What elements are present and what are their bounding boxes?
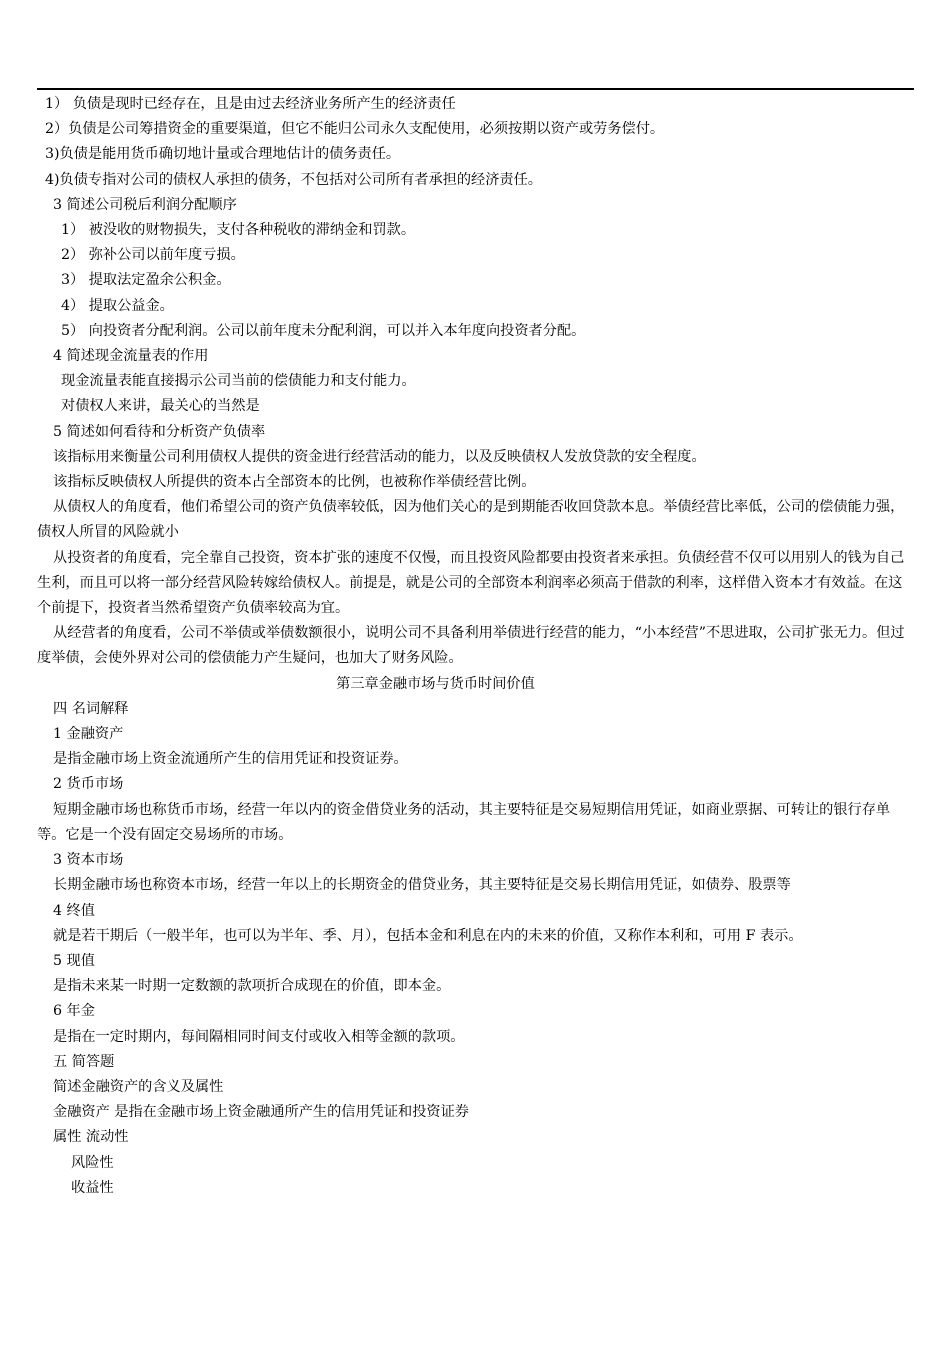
paragraph (37, 873, 914, 898)
paragraph-text: 从债权人的角度看，他们希望公司的资产负债率较低，因为他们关心的是到期能否收回贷款本息。举债经营比率低，公司的偿债能力强，债权人所冒的风险就小 (37, 499, 905, 541)
term-heading: 5 现值 (53, 952, 95, 969)
term-heading: 1 金融资产 (53, 726, 124, 743)
text-line: 现金流量表能直接揭示公司当前的偿债能力和支付能力。 (61, 373, 416, 390)
section-heading: 5 简述如何看待和分析资产负债率 (53, 423, 266, 440)
paragraph (37, 546, 914, 622)
term-definition: 是指在一定时期内，每间隔相同时间支付或收入相等金额的款项。 (53, 1028, 465, 1045)
text-line: 对债权人来讲，最关心的当然是 (61, 398, 260, 415)
text-line: 1） 负债是现时已经存在，且是由过去经济业务所产生的经济责任 (45, 96, 456, 112)
paragraph-text: 从经营者的角度看，公司不举债或举债数额很小，说明公司不具备利用举债进行经营的能力，“小本经营”不思进取，公司扩张无力。但过度举债，会使外界对公司的偿债能力产生疑问，也加大了财务风险。 (37, 625, 905, 667)
section-heading: 4 简述现金流量表的作用 (53, 348, 209, 365)
document-body (37, 92, 914, 1201)
term-definition: 长期金融市场也称资本市场，经营一年以上的长期资金的借贷业务，其主要特征是交易长期信用凭证，如债券、股票等 (53, 877, 791, 894)
term-heading: 2 货币市场 (53, 776, 124, 793)
list-item: 4） 提取公益金。 (61, 297, 174, 314)
term-heading: 6 年金 (53, 1003, 95, 1020)
list-item: 3） 提取法定盈余公积金。 (61, 272, 231, 289)
text-line: 4)负债专指对公司的债权人承担的债务，不包括对公司所有者承担的经济责任。 (45, 171, 542, 188)
text-line: 金融资产 是指在金融市场上资金融通所产生的信用凭证和投资证券 (53, 1104, 469, 1121)
list-item: 2） 弥补公司以前年度亏损。 (61, 247, 245, 264)
term-heading: 3 资本市场 (53, 852, 124, 869)
paragraph (37, 495, 914, 545)
paragraph (37, 798, 914, 848)
text-line: 该指标反映债权人所提供的资本占全部资本的比例，也被称作举债经营比例。 (53, 474, 536, 491)
text-line: 风险性 (71, 1154, 114, 1171)
paragraph (37, 621, 914, 671)
list-item: 1） 被没收的财物损失，支付各种税收的滞纳金和罚款。 (61, 222, 416, 239)
term-definition: 是指未来某一时期一定数额的款项折合成现在的价值，即本金。 (53, 978, 451, 995)
list-item: 5） 向投资者分配利润。公司以前年度未分配利润，可以并入本年度向投资者分配。 (61, 322, 586, 339)
term-definition: 短期金融市场也称货币市场，经营一年以内的资金借贷业务的活动，其主要特征是交易短期信用凭证，如商业票据、可转让的银行存单等。它是一个没有固定交易场所的市场。 (37, 801, 891, 843)
text-line: 该指标用来衡量公司利用债权人提供的资金进行经营活动的能力，以及反映债权人发放贷款的安全程度。 (53, 448, 706, 465)
text-line: 3)负债是能用货币确切地计量或合理地估计的债务责任。 (45, 146, 401, 163)
section-heading: 四 名词解释 (53, 700, 129, 717)
term-definition: 是指金融市场上资金流通所产生的信用凭证和投资证券。 (53, 751, 408, 768)
text-line: 2）负债是公司筹措资金的重要渠道，但它不能归公司永久支配使用，必须按期以资产或劳务偿付。 (45, 121, 665, 138)
section-heading: 五 简答题 (53, 1053, 115, 1070)
text-line: 收益性 (71, 1179, 114, 1196)
term-heading: 4 终值 (53, 902, 95, 919)
chapter-title: 第三章金融市场与货币时间价值 (336, 675, 535, 692)
header-rule (37, 88, 914, 90)
paragraph (37, 924, 914, 949)
paragraph-text: 从投资者的角度看，完全靠自己投资，资本扩张的速度不仅慢，而且投资风险都要由投资者来承担。负债经营不仅可以用别人的钱为自己生利，而且可以将一部分经营风险转嫁给债权人。前提是，就是公司的全部资本利润率必须高于借款的利率，这样借入资本才有效益。在这个前提下，投资者当然希望资产负债率较高为宜。 (37, 549, 905, 617)
question-heading: 简述金融资产的含义及属性 (53, 1078, 224, 1095)
section-heading: 3 简述公司税后利润分配顺序 (53, 196, 237, 213)
text-line: 属性 流动性 (53, 1129, 129, 1146)
term-definition: 就是若干期后（一般半年，也可以为半年、季、月），包括本金和利息在内的未来的价值，又称作本利和，可用 F 表示。 (53, 927, 803, 944)
